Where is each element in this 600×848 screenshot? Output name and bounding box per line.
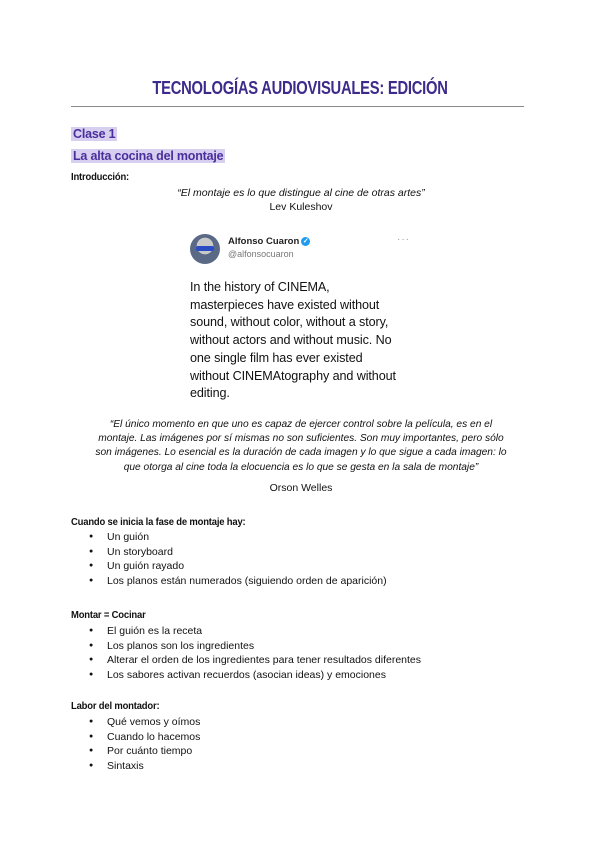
- welles-quote: [71, 418, 531, 475]
- tweet-line: without CINEMAtography and without: [190, 368, 396, 383]
- tweet-handle: @alfonsocuaron: [228, 249, 294, 259]
- section-heading: Montar = Cocinar: [71, 609, 146, 621]
- welles-author: Orson Welles: [269, 482, 333, 494]
- quote-line: que otorga al cine toda la elocuencia es lo que se gesta en la sala de montaje”: [123, 461, 479, 473]
- avatar: [190, 234, 220, 264]
- list-item: ● El guión es la receta: [71, 624, 421, 639]
- tweet-line: editing.: [190, 386, 230, 401]
- tweet-line: masterpieces have existed without: [190, 297, 380, 312]
- lesson-subtitle: La alta cocina del montaje: [73, 149, 224, 163]
- tweet-line: without actors and without music. No: [190, 333, 392, 348]
- list-item: ● Un guión rayado: [71, 559, 387, 574]
- quote-line: son imágenes. Lo esencial es la duración de cada imagen y lo que sigue a cada imagen: lo: [95, 447, 507, 459]
- bullet-list: [71, 530, 387, 589]
- list-item: ● Qué vemos y oímos: [71, 715, 200, 730]
- bullet-list: [71, 624, 421, 683]
- tweet-line: sound, without color, without a story,: [190, 315, 389, 330]
- list-item: ● Cuando lo hacemos: [71, 730, 200, 745]
- section-heading: Cuando se inicia la fase de montaje hay:: [71, 516, 246, 528]
- title-divider: [71, 106, 524, 107]
- tweet-line: In the history of CINEMA,: [190, 280, 330, 294]
- tweet-text: [190, 279, 418, 403]
- list-item: ● Por cuánto tiempo: [71, 744, 200, 759]
- quote-line: montaje. Las imágenes por sí mismas no son suficientes. Son muy importantes, pero sólo: [98, 433, 504, 445]
- list-item: ● Un storyboard: [71, 545, 387, 560]
- more-options-icon: ···: [397, 234, 410, 245]
- list-item: ● Los planos están numerados (siguiendo orden de aparición): [71, 574, 387, 589]
- bullet-list: [71, 715, 200, 774]
- intro-heading: Introducción:: [71, 171, 130, 183]
- section-heading: Labor del montador:: [71, 700, 160, 712]
- kuleshov-author: Lev Kuleshov: [269, 201, 333, 213]
- tweet-card: [188, 232, 418, 401]
- tweet-author-name: [228, 236, 310, 247]
- list-item: ● Alterar el orden de los ingredientes para tener resultados diferentes: [71, 653, 421, 668]
- list-item: ● Los planos son los ingredientes: [71, 639, 421, 654]
- list-item: ● Los sabores activan recuerdos (asocian ideas) y emociones: [71, 668, 421, 683]
- tweet-line: one single film has ever existed: [190, 350, 363, 365]
- list-item: ● Sintaxis: [71, 759, 200, 774]
- document-title: TECNOLOGÍAS AUDIOVISUALES: EDICIÓN: [152, 78, 448, 98]
- verified-icon: ✓: [302, 238, 309, 245]
- class-label: Clase 1: [73, 127, 116, 141]
- quote-line: “El único momento en que uno es capaz de ejercer control sobre la película, es en el: [109, 419, 493, 430]
- list-item: ● Un guión: [71, 530, 387, 545]
- kuleshov-quote: “El montaje es lo que distingue al cine de otras artes”: [177, 187, 425, 199]
- tweet-author-name-text: Alfonso Cuaron: [228, 236, 300, 247]
